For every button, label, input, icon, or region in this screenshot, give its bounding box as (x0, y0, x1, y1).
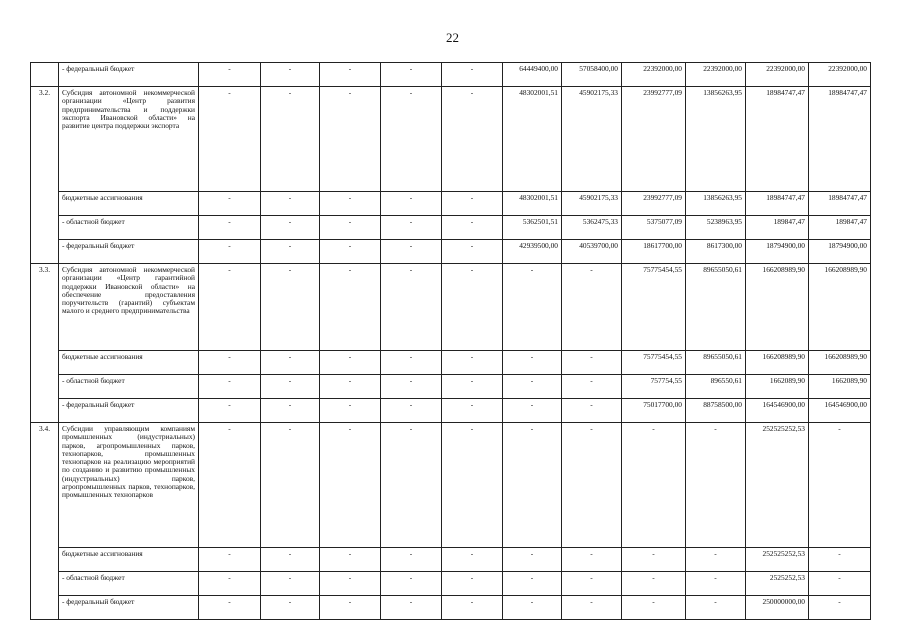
value-cell: - (562, 423, 622, 548)
value-cell: 5375077,09 (622, 216, 686, 240)
row-description: - федеральный бюджет (59, 240, 199, 264)
value-cell: - (320, 596, 381, 620)
value-cell: - (562, 399, 622, 423)
value-cell: - (199, 240, 261, 264)
value-cell: - (199, 423, 261, 548)
table-row (31, 192, 871, 216)
value-cell: - (622, 548, 686, 572)
value-cell: - (622, 572, 686, 596)
value-cell: - (320, 192, 381, 216)
value-cell: - (442, 87, 503, 192)
value-cell: - (261, 572, 320, 596)
table-row (31, 351, 871, 375)
value-cell: - (562, 548, 622, 572)
value-cell: - (381, 596, 442, 620)
value-cell: - (503, 423, 562, 548)
value-cell: 75017700,00 (622, 399, 686, 423)
row-number: 3.2. (31, 87, 59, 264)
value-cell: - (320, 264, 381, 351)
value-cell: - (261, 264, 320, 351)
value-cell: 48302001,51 (503, 192, 562, 216)
row-description: - федеральный бюджет (59, 596, 199, 620)
value-cell: - (381, 572, 442, 596)
value-cell: 22392000,00 (622, 63, 686, 87)
value-cell: - (442, 351, 503, 375)
value-cell: - (320, 399, 381, 423)
value-cell: 18794900,00 (809, 240, 871, 264)
value-cell: - (686, 572, 746, 596)
value-cell: 5362501,51 (503, 216, 562, 240)
value-cell: - (199, 351, 261, 375)
value-cell: - (442, 216, 503, 240)
value-cell: 252525252,53 (746, 423, 809, 548)
value-cell: 75775454,55 (622, 264, 686, 351)
value-cell: - (320, 351, 381, 375)
value-cell: - (381, 351, 442, 375)
value-cell: - (261, 192, 320, 216)
table-row (31, 423, 871, 548)
value-cell: - (320, 375, 381, 399)
value-cell: - (503, 264, 562, 351)
value-cell: - (381, 375, 442, 399)
table-row (31, 572, 871, 596)
value-cell: 18984747,47 (746, 192, 809, 216)
value-cell: - (622, 596, 686, 620)
value-cell: - (809, 423, 871, 548)
value-cell: - (442, 596, 503, 620)
value-cell: - (686, 548, 746, 572)
value-cell: 13856263,95 (686, 192, 746, 216)
value-cell: 64449400,00 (503, 63, 562, 87)
value-cell: 18984747,47 (809, 192, 871, 216)
table-row (31, 596, 871, 620)
value-cell: 42939500,00 (503, 240, 562, 264)
value-cell: - (442, 548, 503, 572)
row-description: - областной бюджет (59, 375, 199, 399)
value-cell: - (442, 240, 503, 264)
value-cell: 18794900,00 (746, 240, 809, 264)
value-cell: - (809, 596, 871, 620)
value-cell: 164546900,00 (809, 399, 871, 423)
value-cell: 8617300,00 (686, 240, 746, 264)
table-row (31, 87, 871, 192)
value-cell: 189847,47 (809, 216, 871, 240)
row-number (31, 63, 59, 87)
value-cell: - (199, 63, 261, 87)
value-cell: - (199, 216, 261, 240)
value-cell: 252525252,53 (746, 548, 809, 572)
page-number: 22 (446, 30, 459, 45)
value-cell: 22392000,00 (809, 63, 871, 87)
value-cell: - (442, 399, 503, 423)
value-cell: - (622, 423, 686, 548)
value-cell: 5238963,95 (686, 216, 746, 240)
value-cell: 757754,55 (622, 375, 686, 399)
row-number: 3.3. (31, 264, 59, 423)
value-cell: - (261, 423, 320, 548)
value-cell: - (261, 351, 320, 375)
value-cell: - (381, 63, 442, 87)
table-row (31, 548, 871, 572)
table-row (31, 240, 871, 264)
table-row (31, 264, 871, 351)
value-cell: - (809, 572, 871, 596)
value-cell: - (381, 87, 442, 192)
table-row (31, 399, 871, 423)
value-cell: - (261, 87, 320, 192)
value-cell: - (442, 264, 503, 351)
value-cell: 40539700,00 (562, 240, 622, 264)
value-cell: 48302001,51 (503, 87, 562, 192)
value-cell: - (199, 572, 261, 596)
value-cell: - (442, 63, 503, 87)
value-cell: - (320, 240, 381, 264)
value-cell: 18984747,47 (746, 87, 809, 192)
value-cell: - (199, 192, 261, 216)
value-cell: - (562, 264, 622, 351)
row-description: бюджетные ассигнования (59, 548, 199, 572)
value-cell: 89655050,61 (686, 351, 746, 375)
value-cell: - (381, 240, 442, 264)
value-cell: 22392000,00 (686, 63, 746, 87)
value-cell: 18984747,47 (809, 87, 871, 192)
value-cell: - (381, 423, 442, 548)
value-cell: - (503, 548, 562, 572)
value-cell: 18617700,00 (622, 240, 686, 264)
value-cell: - (199, 399, 261, 423)
value-cell: 88758500,00 (686, 399, 746, 423)
value-cell: - (320, 423, 381, 548)
value-cell: - (261, 548, 320, 572)
value-cell: 13856263,95 (686, 87, 746, 192)
value-cell: - (320, 548, 381, 572)
value-cell: - (381, 216, 442, 240)
value-cell: - (320, 216, 381, 240)
value-cell: 164546900,00 (746, 399, 809, 423)
value-cell: - (261, 63, 320, 87)
value-cell: - (199, 596, 261, 620)
row-description: - областной бюджет (59, 572, 199, 596)
row-description: Субсидии управляющим компаниям промышленных (индустриальных) парков, агропромышленных парков, технопарков, промышленных технопарков на реализацию мероприятий по созданию и развитию промышленных (индустриальных) парков, агропромышленных парков, технопарков, промышленных технопарков (59, 423, 199, 548)
value-cell: 166208989,90 (746, 351, 809, 375)
value-cell: - (442, 423, 503, 548)
table-row (31, 375, 871, 399)
value-cell: - (442, 572, 503, 596)
value-cell: 57058400,00 (562, 63, 622, 87)
value-cell: - (562, 375, 622, 399)
value-cell: - (442, 192, 503, 216)
value-cell: 1662089,90 (746, 375, 809, 399)
row-number: 3.4. (31, 423, 59, 620)
value-cell: - (320, 63, 381, 87)
table-row (31, 63, 871, 87)
value-cell: - (199, 375, 261, 399)
value-cell: - (562, 572, 622, 596)
value-cell: - (503, 375, 562, 399)
value-cell: 23992777,09 (622, 192, 686, 216)
value-cell: - (199, 548, 261, 572)
row-description: бюджетные ассигнования (59, 192, 199, 216)
value-cell: 166208989,90 (809, 351, 871, 375)
value-cell: - (503, 399, 562, 423)
row-description: - областной бюджет (59, 216, 199, 240)
value-cell: - (320, 572, 381, 596)
value-cell: - (686, 596, 746, 620)
value-cell: - (562, 596, 622, 620)
value-cell: - (261, 375, 320, 399)
value-cell: 1662089,90 (809, 375, 871, 399)
row-description: бюджетные ассигнования (59, 351, 199, 375)
value-cell: 22392000,00 (746, 63, 809, 87)
value-cell: - (381, 264, 442, 351)
value-cell: - (381, 399, 442, 423)
value-cell: - (261, 216, 320, 240)
value-cell: - (562, 351, 622, 375)
value-cell: 250000000,00 (746, 596, 809, 620)
value-cell: - (381, 192, 442, 216)
value-cell: - (261, 399, 320, 423)
value-cell: 189847,47 (746, 216, 809, 240)
value-cell: 45902175,33 (562, 192, 622, 216)
value-cell: 5362475,33 (562, 216, 622, 240)
value-cell: - (261, 240, 320, 264)
value-cell: - (199, 264, 261, 351)
value-cell: 896550,61 (686, 375, 746, 399)
value-cell: - (199, 87, 261, 192)
row-description: - федеральный бюджет (59, 399, 199, 423)
value-cell: 2525252,53 (746, 572, 809, 596)
value-cell: - (503, 351, 562, 375)
value-cell: - (320, 87, 381, 192)
value-cell: 45902175,33 (562, 87, 622, 192)
row-description: Субсидия автономной некоммерческой организации «Центр гарантийной поддержки Ивановской области» на обеспечение предоставления поручительств (гарантий) субъектам малого и среднего предпринимательства (59, 264, 199, 351)
value-cell: - (503, 572, 562, 596)
value-cell: - (686, 423, 746, 548)
row-description: Субсидия автономной некоммерческой организации «Центр развития предпринимательства и поддержки экспорта Ивановской области» на развитие центра поддержки экспорта (59, 87, 199, 192)
budget-table (30, 62, 871, 620)
value-cell: - (261, 596, 320, 620)
value-cell: 23992777,09 (622, 87, 686, 192)
table-row (31, 216, 871, 240)
row-description: - федеральный бюджет (59, 63, 199, 87)
value-cell: - (809, 548, 871, 572)
value-cell: 89655050,61 (686, 264, 746, 351)
value-cell: - (442, 375, 503, 399)
value-cell: 75775454,55 (622, 351, 686, 375)
value-cell: 166208989,90 (746, 264, 809, 351)
value-cell: - (381, 548, 442, 572)
value-cell: 166208989,90 (809, 264, 871, 351)
value-cell: - (503, 596, 562, 620)
